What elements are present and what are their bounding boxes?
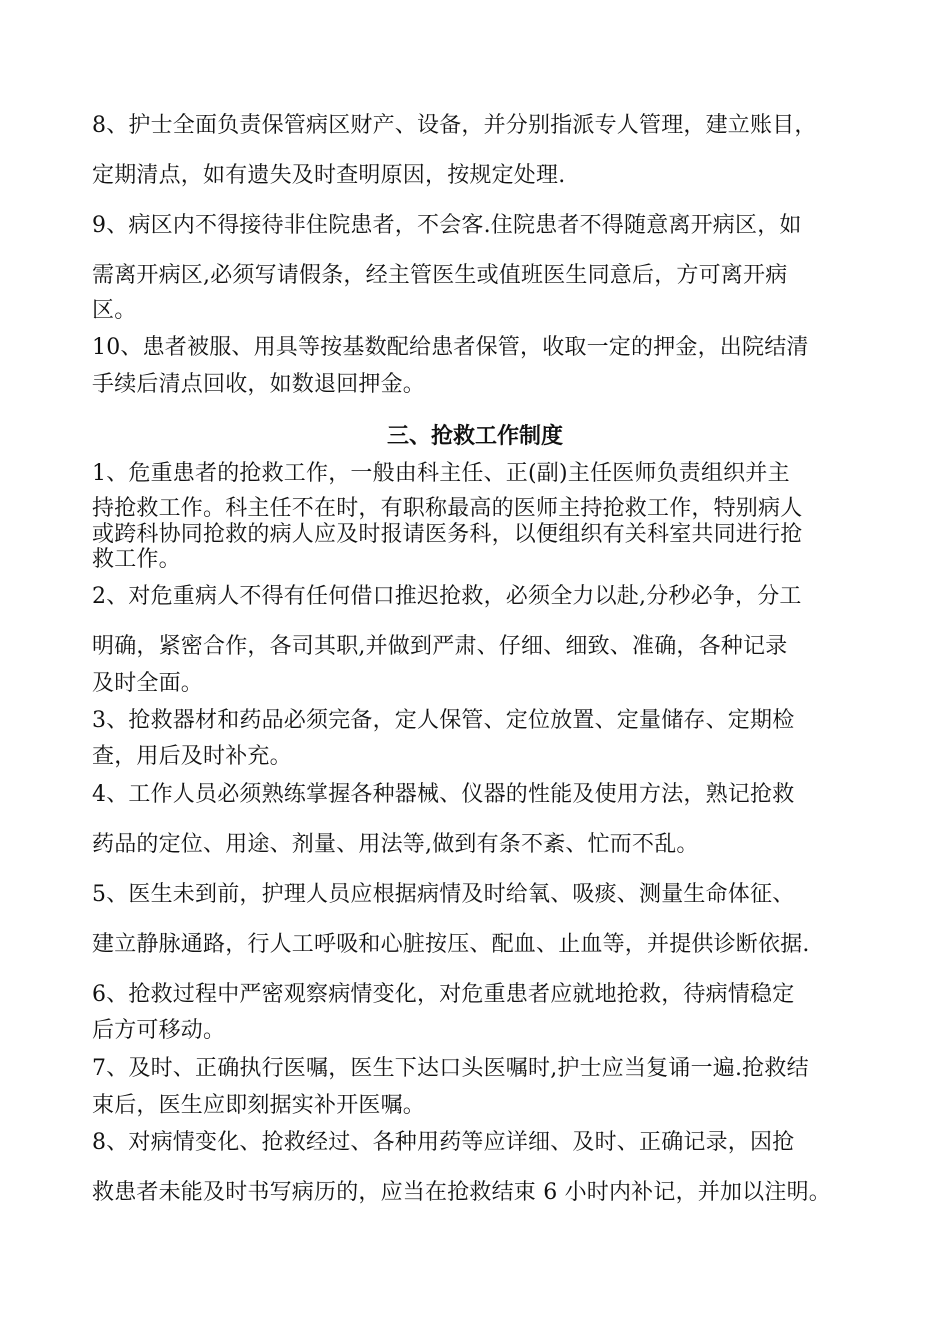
paragraph-line: 定期清点，如有遗失及时查明原因，按规定处理. bbox=[92, 163, 566, 188]
paragraph-line: 束后，医生应即刻据实补开医嘱。 bbox=[92, 1093, 426, 1118]
paragraph-line: 明确，紧密合作，各司其职,并做到严肃、仔细、细致、准确，各种记录 bbox=[92, 634, 788, 659]
paragraph-line: 7、及时、正确执行医嘱，医生下达口头医嘱时,护士应当复诵一遍.抢救结 bbox=[92, 1056, 809, 1081]
paragraph-line: 10、患者被服、用具等按基数配给患者保管，收取一定的押金，出院结清 bbox=[92, 335, 809, 360]
paragraph-line: 8、对病情变化、抢救经过、各种用药等应详细、及时、正确记录，因抢 bbox=[92, 1130, 795, 1155]
paragraph-line: 及时全面。 bbox=[92, 671, 204, 696]
paragraph-line: 建立静脉通路，行人工呼吸和心脏按压、配血、止血等，并提供诊断依据. bbox=[92, 932, 810, 957]
paragraph-line: 6、抢救过程中严密观察病情变化，对危重患者应就地抢救，待病情稳定 bbox=[92, 982, 795, 1007]
paragraph-line: 1、危重患者的抢救工作，一般由科主任、正(副)主任医师负责组织并主 bbox=[92, 461, 790, 486]
section-heading: 三、抢救工作制度 bbox=[386, 423, 563, 449]
paragraph-line: 持抢救工作。科主任不在时，有职称最高的医师主持抢救工作，特别病人 bbox=[92, 496, 803, 521]
paragraph-line: 查，用后及时补充。 bbox=[92, 744, 292, 769]
paragraph-line: 需离开病区,必须写请假条，经主管医生或值班医生同意后，方可离开病 bbox=[92, 263, 788, 288]
paragraph-line: 救工作。 bbox=[92, 547, 181, 572]
paragraph-line: 9、病区内不得接待非住院患者，不会客.住院患者不得随意离开病区，如 bbox=[92, 213, 802, 238]
paragraph-line: 2、对危重病人不得有任何借口推迟抢救，必须全力以赴,分秒必争，分工 bbox=[92, 584, 802, 609]
paragraph-line: 4、工作人员必须熟练掌握各种器械、仪器的性能及使用方法，熟记抢救 bbox=[92, 782, 795, 807]
paragraph-line: 区。 bbox=[92, 298, 137, 323]
paragraph-line: 8、护士全面负责保管病区财产、设备，并分别指派专人管理，建立账目， bbox=[92, 113, 817, 138]
paragraph-line: 后方可移动。 bbox=[92, 1018, 226, 1043]
paragraph-line: 救患者未能及时书写病历的，应当在抢救结束 6 小时内补记，并加以注明。 bbox=[92, 1180, 831, 1205]
paragraph-line: 手续后清点回收，如数退回押金。 bbox=[92, 372, 426, 397]
paragraph-line: 3、抢救器材和药品必须完备，定人保管、定位放置、定量储存、定期检 bbox=[92, 708, 795, 733]
paragraph-line: 药品的定位、用途、剂量、用法等,做到有条不紊、忙而不乱。 bbox=[92, 832, 699, 857]
paragraph-line: 或跨科协同抢救的病人应及时报请医务科，以便组织有关科室共同进行抢 bbox=[92, 522, 803, 547]
paragraph-line: 5、医生未到前，护理人员应根据病情及时给氧、吸痰、测量生命体征、 bbox=[92, 882, 795, 907]
